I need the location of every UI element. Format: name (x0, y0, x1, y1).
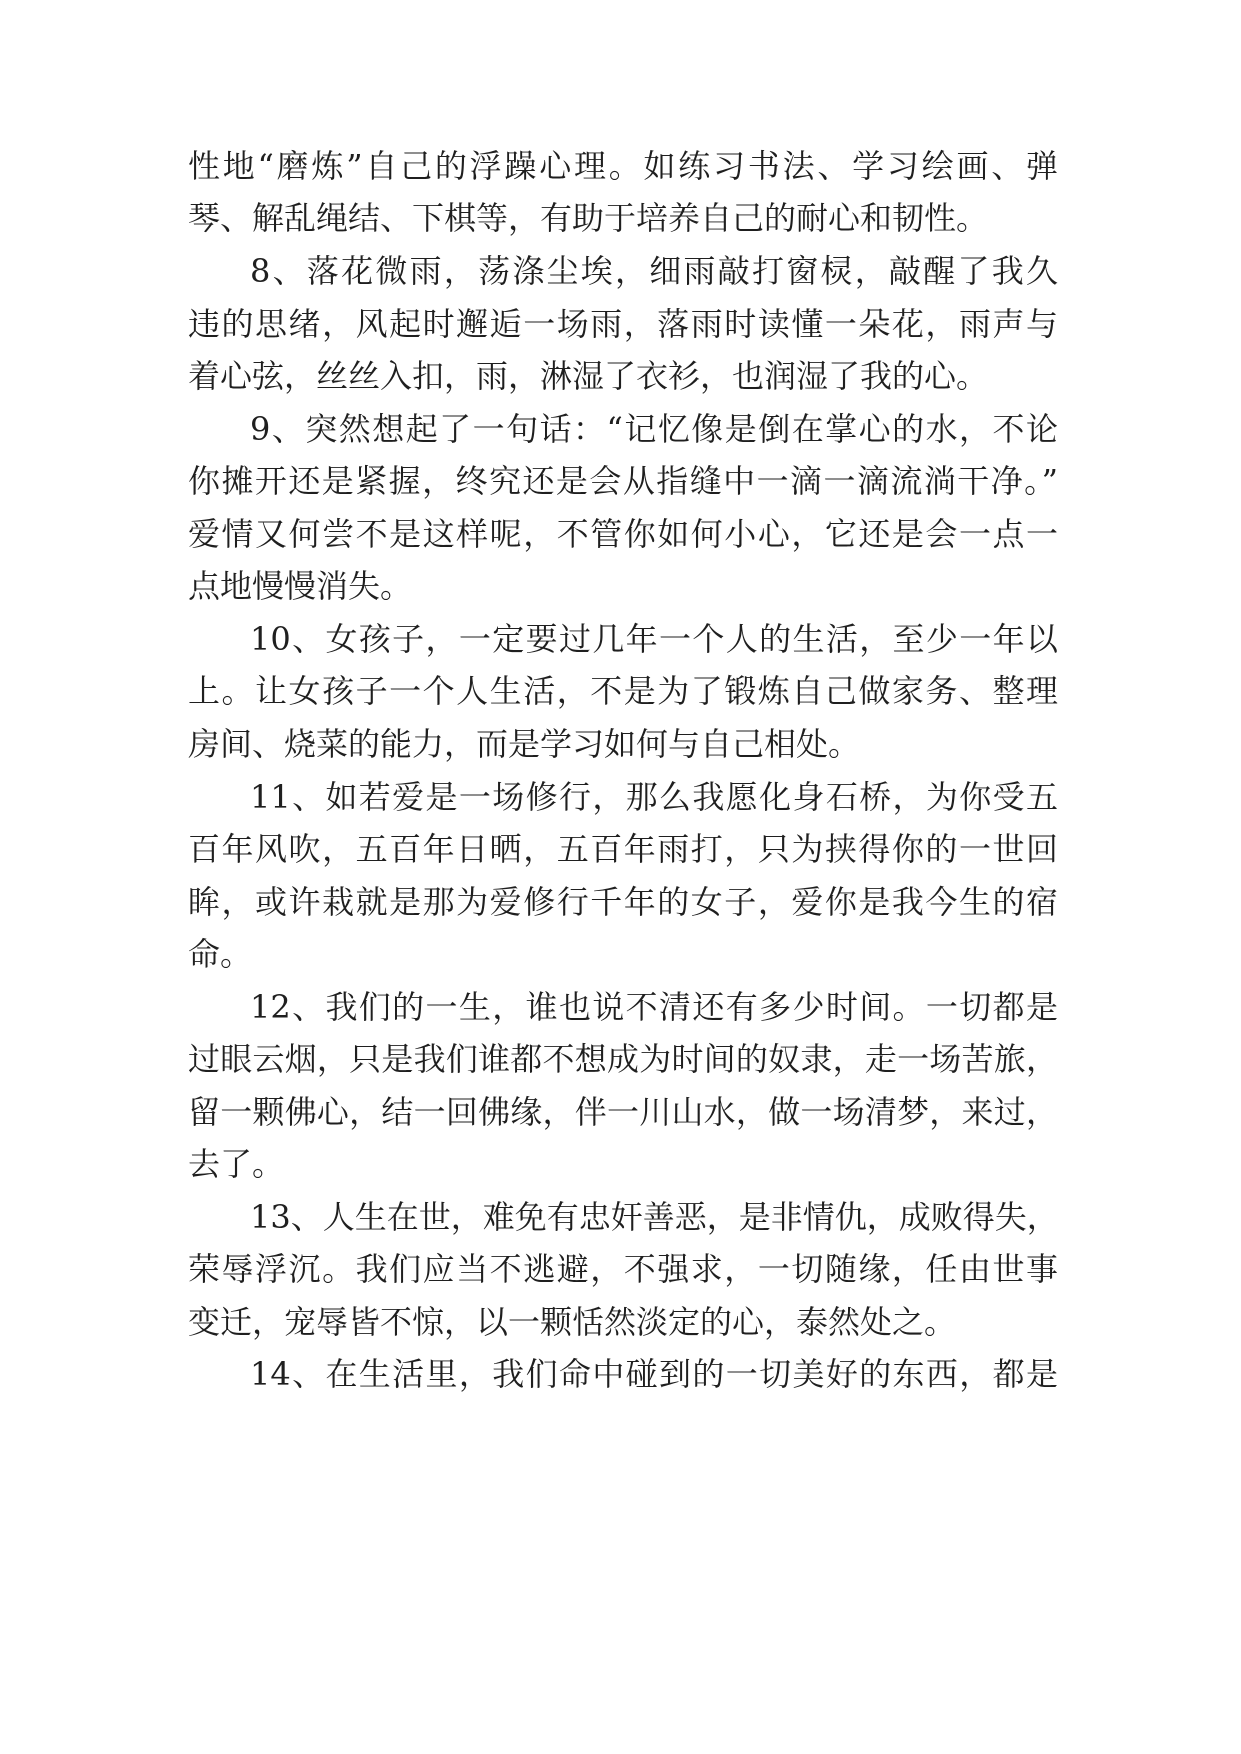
text-line: 命。 (188, 935, 253, 973)
paragraph-start-line: 10、女孩子，一定要过几年一个人的生活，至少一年以 (250, 620, 1058, 658)
paragraph-start-line: 13、人生在世，难免有忠奸善恶，是非情仇，成败得失， (250, 1198, 1059, 1236)
text-line: 过眼云烟，只是我们谁都不想成为时间的奴隶，走一场苦旅， (188, 1040, 1058, 1078)
text-line: 你摊开还是紧握，终究还是会从指缝中一滴一滴流淌干净。” (188, 462, 1058, 500)
text-line: 违的思绪，风起时邂逅一场雨，落雨时读懂一朵花，雨声与 (188, 305, 1058, 343)
text-line: 点地慢慢消失。 (188, 567, 413, 605)
paragraph-start-line: 9、突然想起了一句话：“记忆像是倒在掌心的水，不论 (250, 410, 1058, 448)
text-line: 变迁，宠辱皆不惊，以一颗恬然淡定的心，泰然处之。 (188, 1303, 957, 1341)
text-line: 留一颗佛心，结一回佛缘，伴一川山水，做一场清梦，来过， (188, 1093, 1058, 1131)
text-line: 百年风吹，五百年日晒，五百年雨打，只为挟得你的一世回 (188, 830, 1058, 868)
text-line: 琴、解乱绳结、下棋等，有助于培养自己的耐心和韧性。 (188, 199, 989, 237)
text-line: 荣辱浮沉。我们应当不逃避，不强求，一切随缘，任由世事 (188, 1250, 1058, 1288)
text-line: 房间、烧菜的能力，而是学习如何与自己相处。 (188, 725, 861, 763)
text-line: 爱情又何尝不是这样呢，不管你如何小心，它还是会一点一 (188, 515, 1058, 553)
text-line: 着心弦，丝丝入扣，雨，淋湿了衣衫，也润湿了我的心。 (188, 357, 989, 395)
text-line: 去了。 (188, 1145, 285, 1183)
paragraph-start-line: 14、在生活里，我们命中碰到的一切美好的东西，都是 (250, 1355, 1058, 1393)
text-line: 眸，或许栽就是那为爱修行千年的女子，爱你是我今生的宿 (188, 883, 1058, 921)
paragraph-start-line: 11、如若爱是一场修行，那么我愿化身石桥，为你受五 (250, 778, 1058, 816)
text-line: 性地“磨炼”自己的浮躁心理。如练习书法、学习绘画、弹 (188, 147, 1058, 185)
text-line: 上。让女孩子一个人生活，不是为了锻炼自己做家务、整理 (188, 672, 1058, 710)
paragraph-start-line: 12、我们的一生，谁也说不清还有多少时间。一切都是 (250, 988, 1058, 1026)
paragraph-start-line: 8、落花微雨，荡涤尘埃，细雨敲打窗棂，敲醒了我久 (250, 252, 1058, 290)
